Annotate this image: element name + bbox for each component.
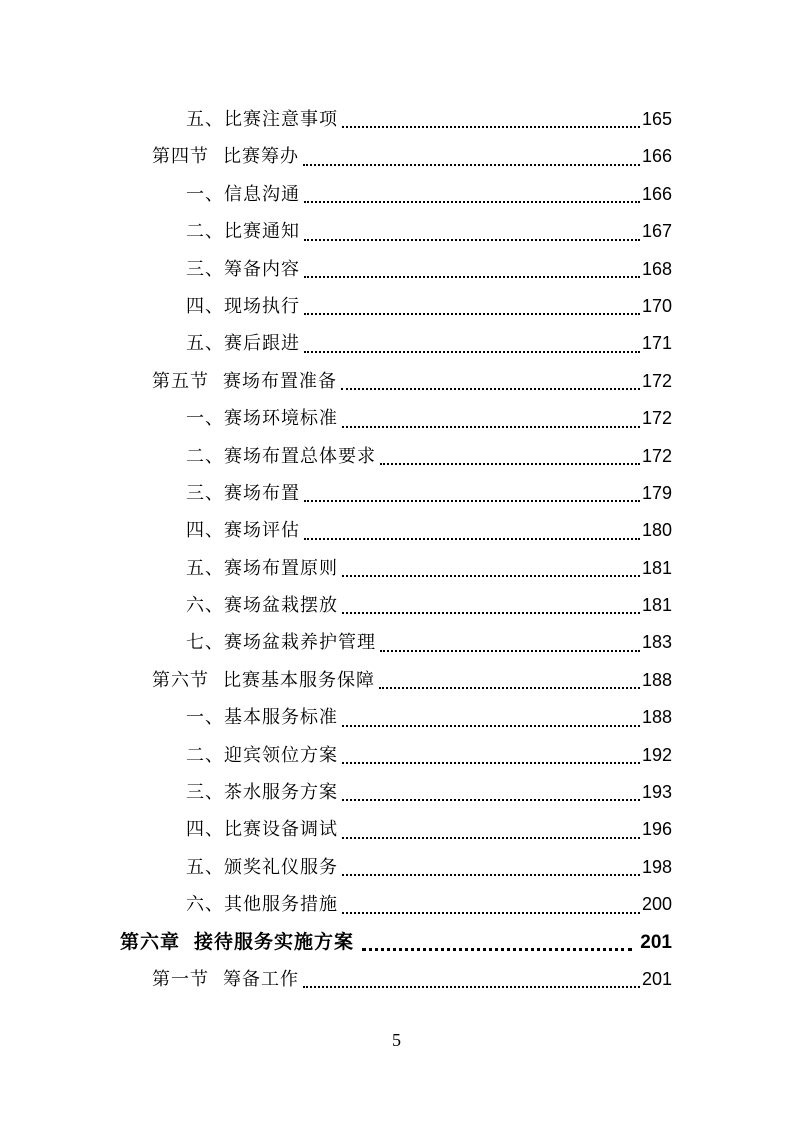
toc-entry[interactable]	[0, 587, 793, 624]
toc-dot-leader	[342, 835, 640, 839]
toc-entry-number: 五、	[186, 856, 224, 878]
toc-entry-page-number: 172	[641, 445, 672, 466]
toc-entry-number: 第四节	[152, 146, 209, 168]
toc-entry[interactable]	[0, 550, 793, 587]
toc-entry-text: 颁奖礼仪服务	[224, 856, 338, 878]
toc-entry-text: 茶水服务方案	[224, 782, 338, 804]
toc-entry[interactable]	[0, 101, 793, 138]
toc-entry-page-number: 196	[641, 819, 672, 840]
toc-entry[interactable]	[0, 138, 793, 175]
toc-entry-title	[186, 438, 376, 475]
toc-entry[interactable]	[0, 400, 793, 437]
toc-entry-text: 比赛注意事项	[224, 109, 338, 130]
toc-entry[interactable]	[0, 213, 793, 250]
toc-entry-number: 五、	[186, 557, 224, 579]
toc-entry[interactable]	[0, 251, 793, 288]
toc-dot-leader	[380, 648, 640, 652]
toc-entry-text: 赛场环境标准	[224, 408, 338, 430]
toc-entry-title	[186, 251, 300, 288]
toc-entry[interactable]	[0, 924, 793, 961]
toc-entry-page-number: 183	[641, 632, 672, 653]
toc-entry-number: 一、	[186, 707, 224, 729]
toc-entry-page-number: 179	[641, 482, 672, 503]
toc-entry-page-number: 201	[640, 931, 672, 953]
toc-entry-text: 比赛设备调试	[224, 819, 338, 841]
toc-entry-page-number: 188	[641, 669, 672, 690]
toc-entry-text: 赛场盆栽养护管理	[224, 632, 376, 654]
toc-entry-number: 第五节	[152, 370, 209, 392]
toc-entry-title	[186, 774, 338, 811]
toc-entry-title	[186, 811, 338, 848]
toc-entry-title	[186, 176, 300, 213]
toc-dot-leader	[304, 237, 640, 241]
toc-dot-leader	[342, 760, 640, 764]
toc-entry-text: 比赛基本服务保障	[223, 669, 375, 691]
toc-entry[interactable]	[0, 961, 793, 998]
toc-entry-page-number: 181	[641, 595, 672, 616]
toc-entry[interactable]	[0, 325, 793, 362]
toc-entry[interactable]	[0, 624, 793, 661]
toc-dot-leader	[304, 498, 640, 502]
toc-entry-title	[152, 961, 299, 998]
toc-entry[interactable]	[0, 512, 793, 549]
toc-entry-title	[186, 512, 300, 549]
toc-entry-text: 赛场评估	[224, 520, 300, 542]
toc-entry-page-number: 172	[641, 370, 672, 391]
toc-entry-page-number: 188	[641, 707, 672, 728]
toc-entry[interactable]	[0, 699, 793, 736]
toc-entry-page-number: 166	[641, 146, 672, 167]
toc-entry-title	[152, 662, 375, 699]
toc-entry-page-number: 166	[641, 183, 672, 204]
toc-entry-number: 一、	[186, 408, 224, 430]
toc-dot-leader	[342, 910, 640, 914]
toc-entry-number: 五、	[186, 109, 224, 130]
toc-dot-leader	[304, 274, 640, 278]
toc-entry-title	[186, 325, 300, 362]
toc-entry-page-number: 193	[641, 782, 672, 803]
toc-dot-leader	[341, 386, 640, 390]
table-of-contents	[0, 101, 793, 998]
toc-entry-title	[186, 400, 338, 437]
toc-entry-text: 基本服务标准	[224, 707, 338, 729]
toc-entry-title	[186, 101, 338, 138]
toc-entry-text: 比赛筹办	[223, 146, 299, 168]
toc-entry-text: 现场执行	[224, 295, 300, 317]
toc-dot-leader	[342, 124, 640, 128]
toc-entry-title	[186, 550, 338, 587]
toc-dot-leader	[342, 797, 640, 801]
toc-entry[interactable]	[0, 288, 793, 325]
toc-dot-leader	[303, 984, 640, 988]
toc-entry-text: 信息沟通	[224, 183, 300, 205]
toc-entry-title	[186, 288, 300, 325]
toc-dot-leader	[342, 610, 640, 614]
toc-entry-title	[186, 849, 338, 886]
toc-entry[interactable]	[0, 662, 793, 699]
toc-entry[interactable]	[0, 176, 793, 213]
toc-entry[interactable]	[0, 849, 793, 886]
toc-entry-number: 二、	[186, 445, 224, 467]
toc-entry-text: 筹备工作	[223, 968, 299, 990]
toc-entry-title	[186, 624, 376, 661]
toc-entry-number: 四、	[186, 819, 224, 841]
toc-entry-text: 筹备内容	[224, 258, 300, 280]
toc-entry[interactable]	[0, 886, 793, 923]
toc-entry-page-number: 170	[641, 295, 672, 316]
toc-entry-page-number: 180	[641, 520, 672, 541]
toc-entry-text: 迎宾领位方案	[224, 744, 338, 766]
toc-dot-leader	[342, 723, 640, 727]
toc-entry-page-number: 165	[641, 109, 672, 129]
toc-entry-text: 其他服务措施	[224, 894, 338, 916]
toc-dot-leader	[362, 946, 632, 951]
toc-dot-leader	[304, 536, 640, 540]
toc-entry-number: 一、	[186, 183, 224, 205]
toc-entry-number: 第一节	[152, 968, 209, 990]
toc-entry[interactable]	[0, 811, 793, 848]
toc-entry[interactable]	[0, 737, 793, 774]
toc-dot-leader	[342, 872, 640, 876]
toc-entry-text: 赛后跟进	[224, 333, 300, 355]
toc-dot-leader	[304, 349, 640, 353]
toc-dot-leader	[303, 162, 640, 166]
toc-entry-number: 三、	[186, 258, 224, 280]
toc-entry-page-number: 167	[641, 221, 672, 242]
toc-entry-number: 四、	[186, 295, 224, 317]
toc-entry-title	[186, 886, 338, 923]
toc-entry-number: 二、	[186, 221, 224, 243]
toc-entry-number: 三、	[186, 782, 224, 804]
toc-dot-leader	[379, 685, 640, 689]
toc-entry-number: 二、	[186, 744, 224, 766]
toc-entry-page-number: 192	[641, 744, 672, 765]
toc-entry-number: 三、	[186, 482, 224, 504]
toc-dot-leader	[304, 311, 640, 315]
toc-dot-leader	[380, 461, 640, 465]
toc-entry-number: 五、	[186, 333, 224, 355]
toc-entry-text: 赛场布置总体要求	[224, 445, 376, 467]
toc-entry-title	[186, 699, 338, 736]
toc-entry-title	[186, 737, 338, 774]
toc-entry-title	[152, 363, 337, 400]
toc-dot-leader	[342, 573, 640, 577]
toc-entry-text: 赛场布置	[224, 482, 300, 504]
toc-dot-leader	[342, 424, 640, 428]
toc-entry-text: 比赛通知	[224, 221, 300, 243]
toc-entry-page-number: 201	[641, 968, 672, 989]
toc-entry[interactable]	[0, 363, 793, 400]
toc-entry-text: 赛场盆栽摆放	[224, 595, 338, 617]
toc-entry-number: 七、	[186, 632, 224, 654]
toc-entry-text: 接待服务实施方案	[194, 930, 355, 953]
toc-entry-number: 六、	[186, 595, 224, 617]
toc-entry-page-number: 172	[641, 408, 672, 429]
toc-entry-title	[186, 213, 300, 250]
toc-dot-leader	[304, 199, 640, 203]
toc-entry-number: 第六章	[120, 930, 181, 953]
toc-entry-number: 六、	[186, 894, 224, 916]
toc-entry-page-number: 198	[641, 856, 672, 877]
toc-entry-title	[186, 587, 338, 624]
page-number: 5	[392, 1030, 401, 1050]
toc-entry-title	[186, 475, 300, 512]
toc-entry-text: 赛场布置准备	[223, 370, 337, 392]
toc-entry-number: 第六节	[152, 669, 209, 691]
toc-entry-text: 赛场布置原则	[224, 557, 338, 579]
toc-entry-title	[120, 924, 354, 961]
toc-entry[interactable]	[0, 475, 793, 512]
toc-entry-number: 四、	[186, 520, 224, 542]
toc-entry-page-number: 200	[641, 894, 672, 915]
toc-entry-title	[152, 138, 299, 175]
toc-entry[interactable]	[0, 438, 793, 475]
toc-entry[interactable]	[0, 774, 793, 811]
toc-entry-page-number: 168	[641, 258, 672, 279]
toc-entry-page-number: 171	[641, 333, 672, 354]
toc-entry-page-number: 181	[641, 557, 672, 578]
